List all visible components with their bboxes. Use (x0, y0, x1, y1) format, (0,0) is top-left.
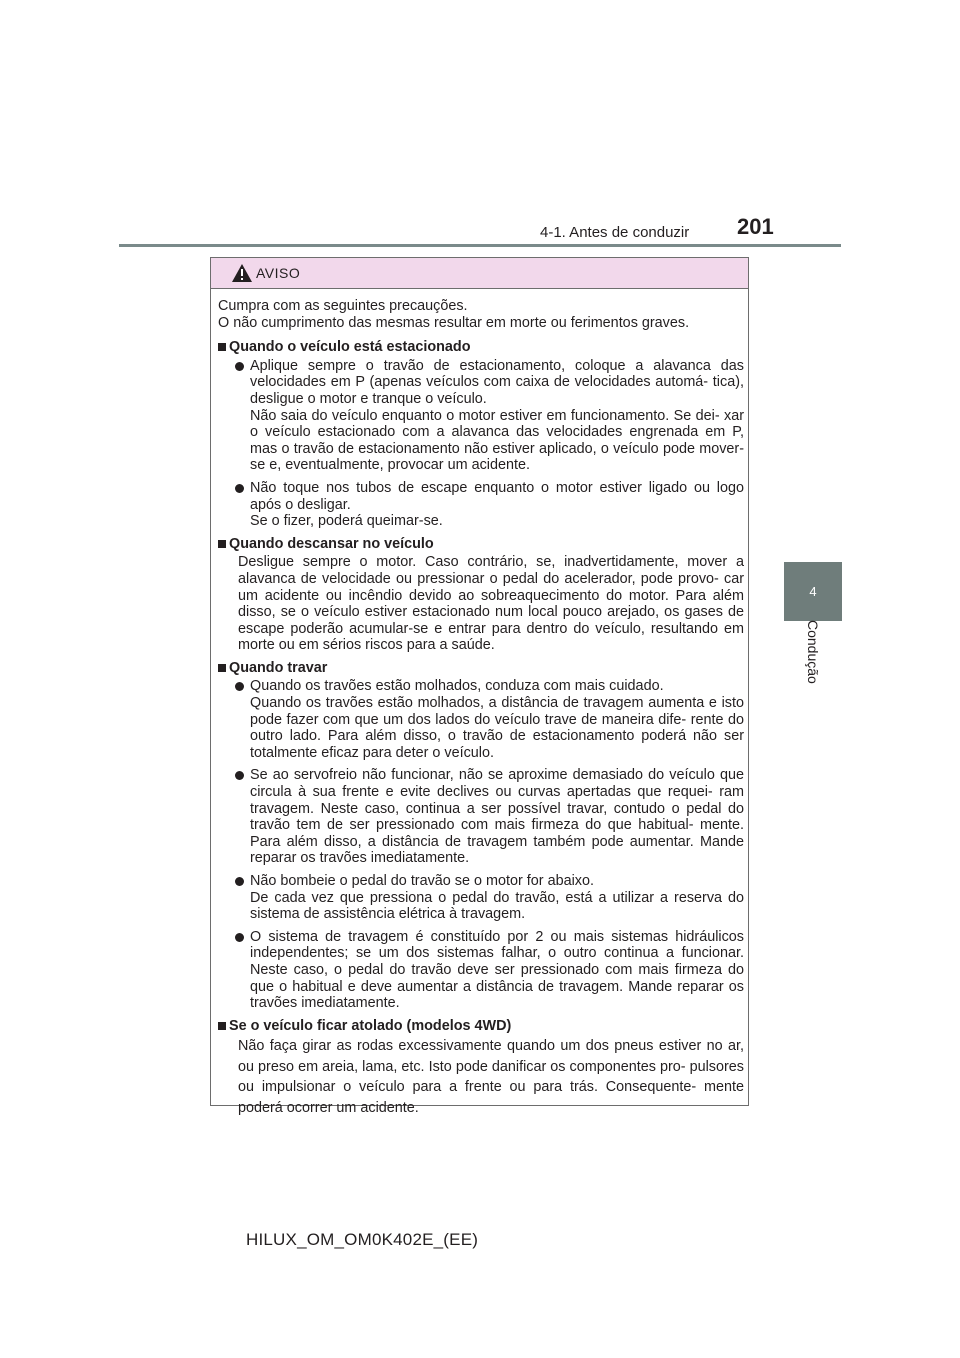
bullet-paragraph: De cada vez que pressiona o pedal do travão, está a utilizar a reserva do sistema de assistência elétrica à travagem. (250, 889, 744, 923)
warning-title: AVISO (256, 265, 301, 281)
section-resting (218, 536, 744, 654)
warning-box (210, 257, 749, 1116)
section-text: Não faça girar as rodas excessivamente quando um dos pneus estiver no ar, ou preso em areia, lama, etc. Isto pode danificar os componentes pro- pulsores ou impulsionar o veículo para a frente ou para trás. Consequente- mente poderá ocorrer um acidente. (238, 1038, 744, 1116)
section-title: Quando travar (218, 660, 744, 677)
bullet-paragraph: Se o fizer, poderá queimar-se. (250, 513, 443, 530)
bullet-paragraph: Quando os travões estão molhados, a distância de travagem aumenta e isto pode fazer com que um dos lados do veículo trave de maneira dife- rente do outro lado. Para além disso, o travão de estacionamento poderá não ser totalmente eficaz para deter o veículo. (250, 695, 744, 761)
section-text: Desligue sempre o motor. Caso contrário, se, inadvertidamente, mover a alavanca de velocidade ou pressionar o pedal do acelerador, pode provo- car um acidente ou incêndio devido ao sobreaquecimento do motor. Para além disso, se o veículo estiver estacionado num local pouco arejado, os gases de escape poderão acumular-se e entrar para dentro do veículo, resultando em morte ou em sérios riscos para a saúde. (238, 554, 744, 654)
bullet-paragraph: O sistema de travagem é constituído por 2 ou mais sistemas hidráulicos independentes; se um dos sistemas falhar, o outro continua a funcionar. Neste caso, o pedal do travão deve ser pressionado com mais firmeza do que o habitual e deve aumentar a distância de travagem. Mande reparar os travões imediatamente. (250, 928, 744, 1012)
bullet-dot-icon (235, 933, 244, 942)
warning-body (218, 298, 744, 1124)
chapter-tab: 4 (784, 562, 842, 621)
chapter-label-text: Condução (805, 620, 821, 684)
bullet-dot-icon (235, 484, 244, 493)
bullet-paragraph: Se ao servofreio não funcionar, não se aproxime demasiado do veículo que circula à sua frente e evite declives ou curvas apertadas que requei- ram travagem. Neste caso, continua a ser possível travar, contudo o pedal do travão tem de ser pressionado com mais firmeza do que habitual- mente. Para além disso, a distância de travagem também pode aumentar. Mande reparar os travões imediatamente. (250, 767, 744, 867)
bullet-paragraph: Aplique sempre o travão de estacionamento, coloque a alavanca das velocidades em P (apenas veículos com caixa de velocidades automá- tica), desligue o motor e tranque o veículo. (250, 357, 744, 407)
warning-intro (218, 298, 744, 331)
bullet-item (230, 480, 744, 530)
footer-code: HILUX_OM_OM0K402E_(EE) (246, 1230, 479, 1249)
page-number: 201 (737, 214, 774, 239)
bullet-item (230, 358, 744, 474)
bullet-item (230, 678, 744, 761)
bullet-dot-icon (235, 362, 244, 371)
header-section-title: 4-1. Antes de conduzir (540, 224, 690, 241)
warning-header (211, 258, 748, 289)
bullet-paragraph: Não saia do veículo enquanto o motor estiver em funcionamento. Se dei- xar o veículo estacionado com a alavanca das velocidades engrenada em P, mas o travão de estacionamento não estiver aplicado, o veículo pode mover-se e, eventualmente, provocar um acidente. (250, 407, 744, 474)
warning-triangle-icon (231, 263, 253, 283)
section-title: Quando descansar no veículo (218, 536, 744, 553)
chapter-label (784, 620, 842, 710)
intro-line: Cumpra com as seguintes precauções. (218, 298, 468, 314)
bullet-paragraph: Não toque nos tubos de escape enquanto o motor estiver ligado ou logo após o desligar. (250, 479, 744, 513)
bullet-dot-icon (235, 877, 244, 886)
section-braking (218, 660, 744, 1012)
bullet-item (230, 873, 744, 923)
bullet-item (230, 767, 744, 867)
section-title: Se o veículo ficar atolado (modelos 4WD) (218, 1018, 744, 1035)
bullet-dot-icon (235, 682, 244, 691)
bullet-item (230, 929, 744, 1012)
bullet-dot-icon (235, 771, 244, 780)
intro-line: O não cumprimento das mesmas resultar em morte ou ferimentos graves. (218, 314, 690, 331)
section-parked (218, 339, 744, 530)
header-rule (119, 244, 841, 247)
bullet-paragraph: Não bombeie o pedal do travão se o motor for abaixo. (250, 873, 594, 889)
section-stuck (218, 1018, 744, 1118)
bullet-paragraph: Quando os travões estão molhados, conduza com mais cuidado. (250, 678, 664, 695)
section-title: Quando o veículo está estacionado (218, 339, 744, 356)
